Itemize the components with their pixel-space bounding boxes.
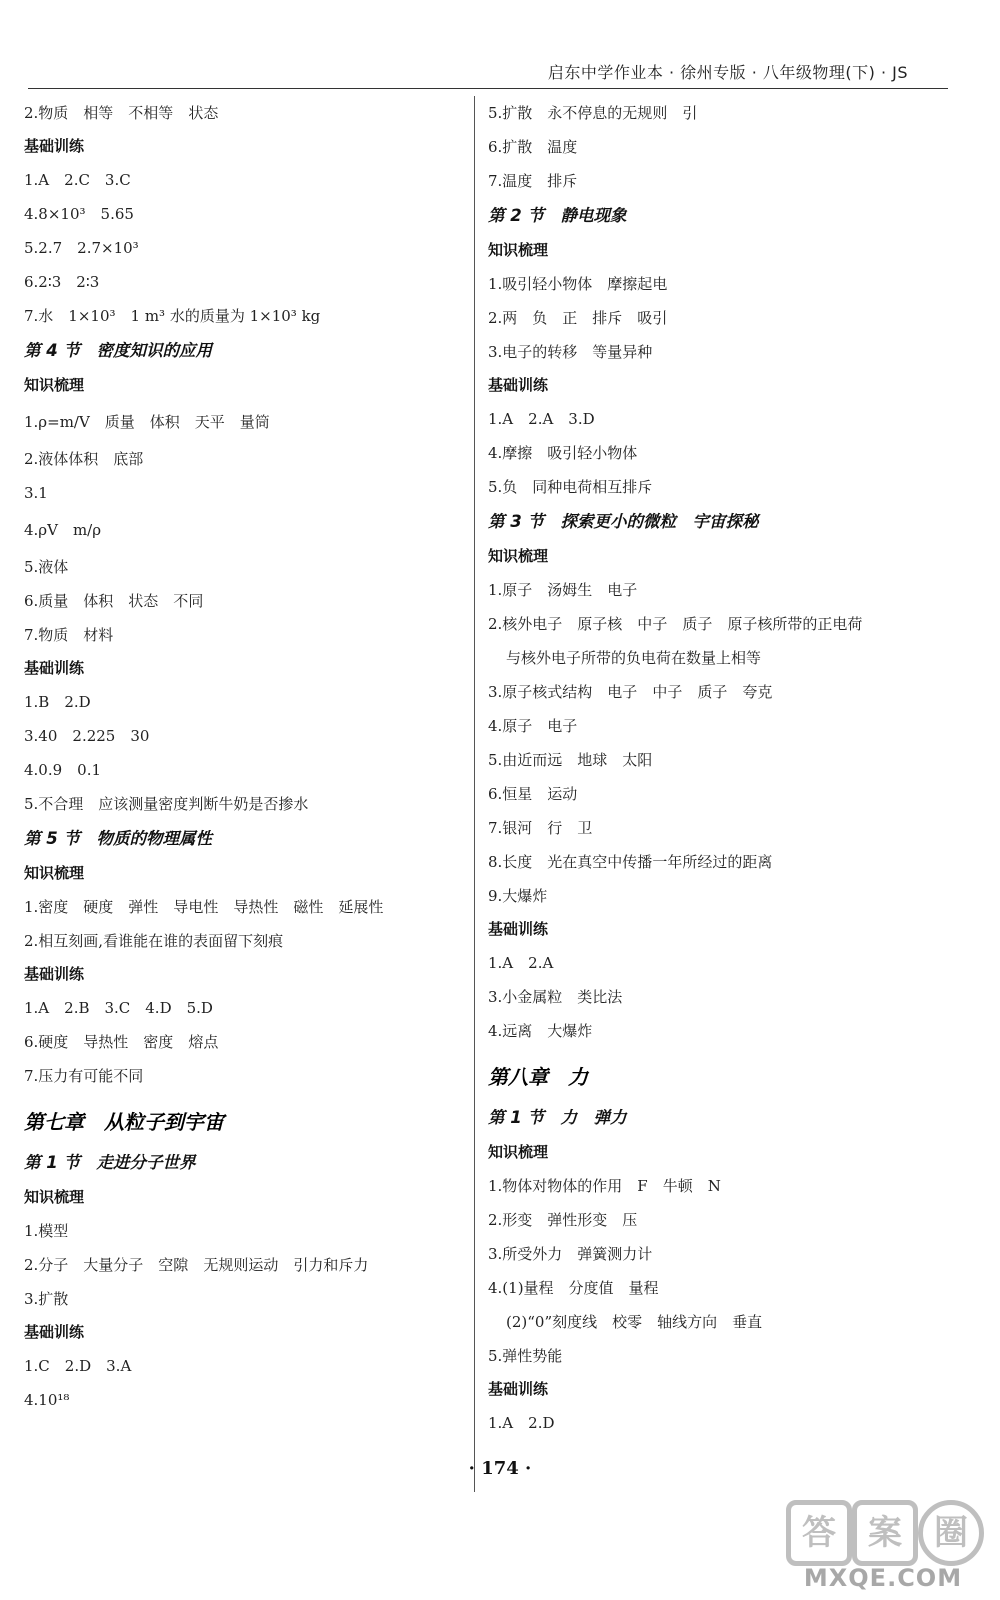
answer-line: 7.物质 材料 — [24, 626, 114, 644]
watermark-char: 圈 — [918, 1500, 984, 1566]
watermark-char: 答 — [786, 1500, 852, 1566]
answer-line: 5.由近而远 地球 太阳 — [488, 751, 653, 769]
chapter-heading: 第七章 从粒子到宇宙 — [24, 1110, 224, 1134]
subheading: 基础训练 — [24, 965, 85, 983]
answer-line: 1.C 2.D 3.A — [24, 1357, 132, 1375]
answer-line: 与核外电子所带的负电荷在数量上相等 — [506, 649, 762, 667]
answer-line: 7.银河 行 卫 — [488, 819, 593, 837]
answer-line: 9.大爆炸 — [488, 887, 548, 905]
answer-line: 2.相互刻画,看谁能在谁的表面留下刻痕 — [24, 932, 284, 950]
answer-line: 1.ρ=m/V 质量 体积 天平 量筒 — [24, 413, 270, 431]
answer-line: 1.密度 硬度 弹性 导电性 导热性 磁性 延展性 — [24, 898, 384, 916]
answer-line: 4.10¹⁸ — [24, 1391, 70, 1409]
subheading: 基础训练 — [488, 920, 549, 938]
answer-line: 6.扩散 温度 — [488, 138, 578, 156]
subheading: 基础训练 — [24, 659, 85, 677]
answer-line: 3.电子的转移 等量异种 — [488, 343, 653, 361]
subheading: 基础训练 — [488, 376, 549, 394]
answer-line: 7.温度 排斥 — [488, 172, 578, 190]
answer-line: 2.形变 弹性形变 压 — [488, 1211, 638, 1229]
answer-line: 6.硬度 导热性 密度 熔点 — [24, 1033, 219, 1051]
subheading: 基础训练 — [488, 1380, 549, 1398]
answer-line: 4.原子 电子 — [488, 717, 578, 735]
answer-line: 7.压力有可能不同 — [24, 1067, 144, 1085]
answer-line: 2.核外电子 原子核 中子 质子 原子核所带的正电荷 — [488, 615, 863, 633]
header-title: 启东中学作业本 · 徐州专版 · 八年级物理(下) · JS — [547, 63, 908, 82]
answer-line: 4.0.9 0.1 — [24, 761, 102, 779]
answer-line: 5.2.7 2.7×10³ — [24, 239, 139, 257]
left-column — [24, 96, 464, 1417]
section-heading: 第 1 节 走进分子世界 — [24, 1153, 196, 1172]
answer-line: 4.ρV m/ρ — [24, 521, 102, 539]
answer-line: 1.A 2.B 3.C 4.D 5.D — [24, 999, 213, 1017]
answer-line: 5.弹性势能 — [488, 1347, 563, 1365]
answer-line: 2.分子 大量分子 空隙 无规则运动 引力和斥力 — [24, 1256, 369, 1274]
answer-line: 1.物体对物体的作用 F 牛顿 N — [488, 1177, 721, 1195]
subheading: 基础训练 — [24, 1323, 85, 1341]
answer-line: 1.A 2.C 3.C — [24, 171, 131, 189]
section-heading: 第 3 节 探索更小的微粒 宇宙探秘 — [488, 512, 759, 531]
subheading: 知识梳理 — [488, 547, 549, 565]
running-header — [28, 58, 948, 89]
page-number: · 174 · — [468, 1458, 532, 1479]
answer-line: 6.2∶3 2∶3 — [24, 273, 100, 291]
answer-line: 3.扩散 — [24, 1290, 69, 1308]
chapter-heading: 第八章 力 — [488, 1065, 588, 1089]
answer-line: 5.不合理 应该测量密度判断牛奶是否掺水 — [24, 795, 309, 813]
section-heading: 第 1 节 力 弹力 — [488, 1108, 627, 1127]
subheading: 知识梳理 — [24, 1188, 85, 1206]
answer-line: 1.B 2.D — [24, 693, 91, 711]
answer-line: 6.质量 体积 状态 不同 — [24, 592, 204, 610]
answer-line: 2.物质 相等 不相等 状态 — [24, 104, 219, 122]
answer-line: 8.长度 光在真空中传播一年所经过的距离 — [488, 853, 773, 871]
answer-line: 5.扩散 永不停息的无规则 引 — [488, 104, 698, 122]
answer-line: 1.模型 — [24, 1222, 69, 1240]
answer-line: 1.原子 汤姆生 电子 — [488, 581, 638, 599]
answer-line: 1.A 2.A — [488, 954, 554, 972]
answer-line: 4.(1)量程 分度值 量程 — [488, 1279, 659, 1297]
answer-line: 3.原子核式结构 电子 中子 质子 夸克 — [488, 683, 773, 701]
answer-line: 7.水 1×10³ 1 m³ 水的质量为 1×10³ kg — [24, 307, 321, 325]
answer-line: 3.所受外力 弹簧测力计 — [488, 1245, 653, 1263]
answer-line: 1.吸引轻小物体 摩擦起电 — [488, 275, 668, 293]
answer-line: 4.远离 大爆炸 — [488, 1022, 593, 1040]
section-heading: 第 4 节 密度知识的应用 — [24, 341, 212, 360]
answer-line: (2)“0”刻度线 校零 轴线方向 垂直 — [506, 1313, 763, 1331]
answer-line: 3.小金属粒 类比法 — [488, 988, 623, 1006]
answer-line: 1.A 2.A 3.D — [488, 410, 595, 428]
answer-line: 4.8×10³ 5.65 — [24, 205, 134, 223]
answer-line: 3.1 — [24, 484, 48, 502]
subheading: 基础训练 — [24, 137, 85, 155]
column-divider — [474, 96, 475, 1492]
answer-line: 1.A 2.D — [488, 1414, 555, 1432]
answer-line: 4.摩擦 吸引轻小物体 — [488, 444, 638, 462]
section-heading: 第 5 节 物质的物理属性 — [24, 829, 212, 848]
answer-line: 2.液体体积 底部 — [24, 450, 144, 468]
answer-line: 5.液体 — [24, 558, 69, 576]
subheading: 知识梳理 — [488, 1143, 549, 1161]
subheading: 知识梳理 — [24, 864, 85, 882]
answer-line: 2.两 负 正 排斥 吸引 — [488, 309, 668, 327]
section-heading: 第 2 节 静电现象 — [488, 206, 627, 225]
answer-line: 6.恒星 运动 — [488, 785, 578, 803]
watermark-text: MXQE.COM — [803, 1564, 963, 1592]
answer-line: 5.负 同种电荷相互排斥 — [488, 478, 653, 496]
subheading: 知识梳理 — [488, 241, 549, 259]
right-column — [488, 96, 938, 1440]
watermark-char: 案 — [852, 1500, 918, 1566]
answer-line: 3.40 2.225 30 — [24, 727, 150, 745]
watermark-logo — [778, 1500, 988, 1592]
subheading: 知识梳理 — [24, 376, 85, 394]
